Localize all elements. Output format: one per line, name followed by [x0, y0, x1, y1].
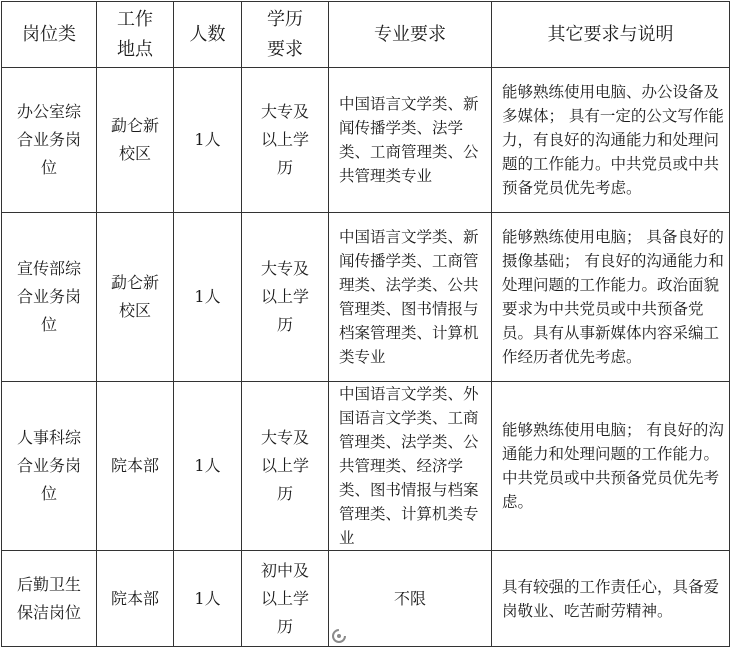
header-location	[97, 2, 174, 68]
other-text: 能够熟练使用电脑； 具备良好的摄像基础； 有良好的沟通能力和处理问题的工作能力。政治面貌要求为中共党员或中共预备党员。具有从事新媒体内容采编工作经历者优先考虑。	[502, 228, 724, 366]
cell-other	[492, 68, 730, 213]
cell-position	[2, 551, 97, 647]
position-text: 办公室综合业务岗位	[16, 102, 81, 177]
position-text: 后勤卫生保洁岗位	[16, 574, 81, 622]
major-text: 中国语言文学类、新闻传播学类、法学类、工商管理类、公共管理类专业	[339, 95, 479, 185]
header-row	[2, 2, 730, 68]
loading-spinner-icon	[331, 628, 347, 644]
cell-major: 不限	[329, 551, 492, 647]
header-count: 人数	[174, 2, 242, 68]
education-text: 大专及以上学历	[260, 259, 309, 334]
position-text: 宣传部综合业务岗位	[16, 259, 81, 334]
location-text: 院本部	[110, 588, 159, 608]
location-text: 勐仑新校区	[110, 116, 159, 163]
major-text: 中国语言文学类、新闻传播学类、工商管理类、法学类、公共管理类、图书情报与档案管理类、计算机类专业	[339, 228, 479, 366]
other-text: 能够熟练使用电脑、办公设备及多媒体； 具有一定的公文写作能力，有良好的沟通能力和处理问题的工作能力。中共党员或中共预备党员优先考虑。	[502, 83, 724, 197]
cell-position	[2, 68, 97, 213]
education-text: 大专及以上学历	[260, 428, 309, 503]
education-text: 初中及以上学历	[260, 560, 309, 636]
cell-major	[329, 68, 492, 213]
cell-position	[2, 213, 97, 382]
education-text: 大专及以上学历	[260, 102, 309, 177]
table-row	[2, 382, 730, 551]
major-text: 中国语言文学类、外国语言文学类、工商管理类、法学类、公共管理类、经济学类、图书情报与档案管理类、计算机类专业	[339, 385, 479, 547]
header-education-text: 学历要求	[267, 8, 303, 60]
header-education	[242, 2, 329, 68]
position-text: 人事科综合业务岗位	[16, 428, 81, 503]
cell-count: 1人	[174, 213, 242, 382]
cell-count: 1人	[174, 382, 242, 551]
cell-location	[97, 68, 174, 213]
cell-education	[242, 551, 329, 647]
header-major: 专业要求	[329, 2, 492, 68]
cell-count: 1人	[174, 551, 242, 647]
cell-other	[492, 213, 730, 382]
cell-other	[492, 551, 730, 647]
header-location-text: 工作地点	[117, 8, 153, 60]
cell-location	[97, 382, 174, 551]
cell-major	[329, 213, 492, 382]
table-row	[2, 68, 730, 213]
other-text: 能够熟练使用电脑； 有良好的沟通能力和处理问题的工作能力。中共党员或中共预备党员优先考虑。	[502, 421, 724, 511]
table-row	[2, 551, 730, 647]
location-text: 院本部	[110, 456, 159, 475]
cell-location	[97, 551, 174, 647]
table-row	[2, 213, 730, 382]
cell-major	[329, 382, 492, 551]
cell-education	[242, 382, 329, 551]
cell-position	[2, 382, 97, 551]
cell-location	[97, 213, 174, 382]
cell-education	[242, 213, 329, 382]
cell-count: 1人	[174, 68, 242, 213]
cell-education	[242, 68, 329, 213]
header-other: 其它要求与说明	[492, 2, 730, 68]
header-position: 岗位类	[2, 2, 97, 68]
location-text: 勐仑新校区	[110, 273, 159, 320]
other-text: 具有较强的工作责任心，具备爱岗敬业、吃苦耐劳精神。	[502, 577, 720, 620]
cell-other	[492, 382, 730, 551]
job-requirements-table	[1, 1, 730, 647]
